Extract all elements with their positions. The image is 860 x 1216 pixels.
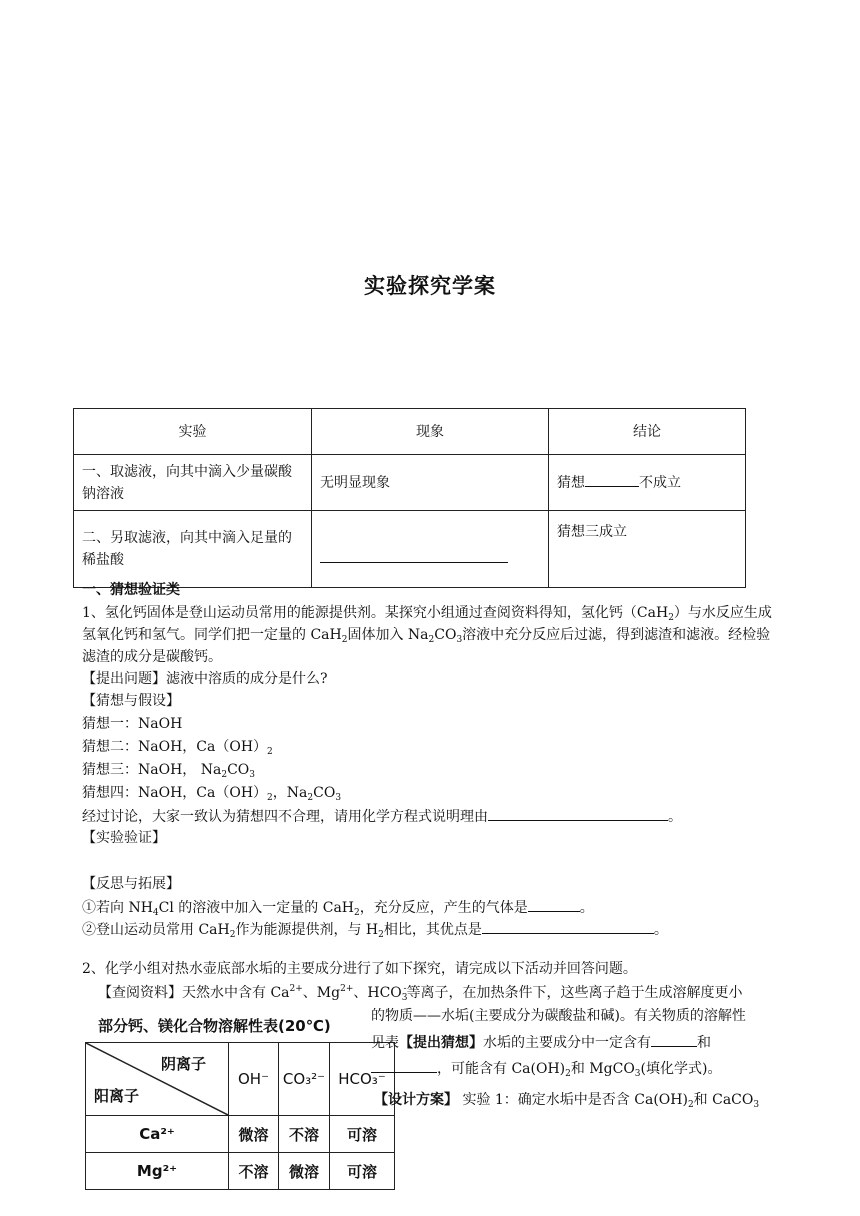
row1-conclusion <box>549 455 746 511</box>
table-header-row <box>74 409 746 455</box>
anion-co3: CO₃²⁻ <box>279 1043 330 1116</box>
r2-text-c: 相比，其优点是 <box>383 922 482 938</box>
row2-phenomenon <box>312 511 549 588</box>
answer-blank[interactable] <box>320 548 508 563</box>
info-text-d: 等离子，在加热条件下，这些离子趋于生成溶解度更小 <box>406 985 743 1001</box>
r2c: 水垢的主要成分中一定含有 <box>483 1035 651 1051</box>
row1-experiment: 一、取滤液，向其中滴入少量碳酸钠溶液 <box>74 455 312 511</box>
sol-cell: 可溶 <box>330 1153 395 1190</box>
right-text-line-2 <box>371 1032 711 1053</box>
cation-label: 阳离子 <box>94 1087 140 1105</box>
r1-text-b: Cl 的溶液中加入一定量的 CaH <box>158 900 355 916</box>
verify-title: 【实验验证】 <box>82 830 166 846</box>
diagonal-header-cell <box>86 1043 229 1116</box>
sol-cell: 可溶 <box>330 1116 395 1153</box>
h2-text: 猜想二：NaOH，Ca（OH） <box>82 739 268 755</box>
q1-text-d: CO <box>434 627 457 643</box>
table-row <box>74 455 746 511</box>
answer-blank[interactable] <box>651 1032 697 1047</box>
hypothesis-2: 猜想二：NaOH，$Ca(OH)_2$ <box>82 739 273 757</box>
hypothesis-1: 猜想一：NaOH <box>82 716 183 732</box>
row2-conclusion: 猜想三成立 <box>549 511 746 588</box>
hypothesis-3: 猜想三：NaOH， $Na_2CO_3$ <box>82 762 256 780</box>
answer-blank[interactable] <box>371 1058 437 1073</box>
row1-conclusion-pre: 猜想 <box>557 474 585 491</box>
design-label: 【设计方案】 <box>374 1092 458 1108</box>
r3c: (填化学式)。 <box>640 1061 722 1077</box>
r2b: 【提出猜想】 <box>399 1035 483 1051</box>
q1-text-b: ）与水反应生成氢氧化钙和氢气。同学们把一定量的 CaH <box>82 605 772 643</box>
hypothesis-title: 【猜想与假设】 <box>82 693 180 709</box>
page-title: 实验探究学案 <box>364 274 496 298</box>
solubility-table-title: 部分钙、镁化合物溶解性表(20℃) <box>98 1017 331 1035</box>
h4-text: 猜想四：NaOH，Ca（OH） <box>82 785 268 801</box>
q1-text-c: 固体加入 Na <box>347 627 429 643</box>
r2-text-a: ②登山运动员常用 CaH <box>82 922 230 938</box>
row1-phenomenon: 无明显现象 <box>312 455 549 511</box>
hypothesis-4: 猜想四：NaOH，$Ca(OH)_2$，$Na_2CO_3$ <box>82 785 342 803</box>
reflect-title: 【反思与拓展】 <box>82 876 180 892</box>
design-text-a: 实验 1：确定水垢中是否含 Ca(OH) <box>458 1092 688 1108</box>
h3-text-b: CO <box>227 762 250 778</box>
question-2-text: 2、化学小组对热水壶底部水垢的主要成分进行了如下探究，请完成以下活动并回答问题。 <box>82 961 637 977</box>
reflect-2: ②登山运动员常用 CaH$_2$作为能源提供剂，与 $H_2$相比，其优点是 。 <box>82 919 668 940</box>
cation-mg: Mg²⁺ <box>86 1153 229 1190</box>
header-conclusion: 结论 <box>549 409 746 455</box>
sol-cell: 不溶 <box>279 1116 330 1153</box>
sol-cell: 微溶 <box>229 1116 279 1153</box>
table-row <box>74 511 746 588</box>
h4-text-b: ，Na <box>272 785 308 801</box>
right-text-line-1: 的物质——水垢(主要成分为碳酸盐和碱)。有关物质的溶解性 <box>371 1008 746 1024</box>
answer-blank[interactable] <box>585 472 639 487</box>
header-experiment: 实验 <box>74 409 312 455</box>
discussion-line: 经过讨论，大家一致认为猜想四不合理，请用化学方程式说明理由 。 <box>82 806 682 827</box>
q1-text-a: 1、氢化钙固体是登山运动员常用的能源提供剂。某探究小组通过查阅资料得知，氢化钙（CaH <box>82 605 669 621</box>
sol-cell: 微溶 <box>279 1153 330 1190</box>
r1-text-c: ，充分反应，产生的气体是 <box>359 900 528 916</box>
info-label: 【查阅资料】 <box>98 985 182 1001</box>
section-heading: 一、猜想验证类 <box>82 582 180 598</box>
reflect-1: ①若向 $NH_4Cl$ 的溶液中加入一定量的 CaH$_2$，充分反应，产生的气体是 。 <box>82 897 594 918</box>
h3-text: 猜想三：NaOH， Na <box>82 762 222 778</box>
r2d: 和 <box>697 1035 711 1051</box>
design-line: 【设计方案】 实验 1：确定水垢中是否含 $Ca(OH)_2$和 CaCO$_3$ <box>374 1092 760 1110</box>
info-text-c: 、HCO <box>353 985 402 1001</box>
right-text-line-3: ，可能含有 $Ca(OH)_2$和 MgCO$_3$(填化学式)。 <box>371 1058 721 1079</box>
answer-blank[interactable] <box>488 806 668 821</box>
info-line: 【查阅资料】天然水中含有 $Ca^{2+}$、$Mg^{2+}$、$HCO_3^-$等离子，在加热条件下，这些离子趋于生成溶解度更小 <box>98 984 743 1003</box>
anion-oh: OH⁻ <box>229 1043 279 1116</box>
q1-text-e: 溶液中充分反应后过滤，得到滤渣和滤液。经检验滤渣的成分是碳酸钙。 <box>82 627 771 665</box>
answer-blank[interactable] <box>528 897 580 912</box>
r3b: 和 MgCO <box>570 1061 635 1077</box>
anion-label: 阴离子 <box>160 1055 206 1073</box>
table-row <box>86 1116 395 1153</box>
experiment-table <box>73 408 746 588</box>
question-prompt: 【提出问题】滤液中溶质的成分是什么? <box>82 671 328 687</box>
r1-text-a: ①若向 NH <box>82 900 153 916</box>
table-row <box>86 1153 395 1190</box>
question-1-text: 1、氢化钙固体是登山运动员常用的能源提供剂。某探究小组通过查阅资料得知，氢化钙（CaH$_2$）与水反应生成氢氧化钙和氢气。同学们把一定量的 CaH$_2$固体加入 $Na_2CO_3$溶液中充分反应后过滤，得到滤渣和滤液。经检验滤渣的成分是碳酸钙。 <box>82 605 772 665</box>
row1-conclusion-post: 不成立 <box>639 474 681 491</box>
r2a: 见表 <box>371 1035 399 1051</box>
r3a: ，可能含有 Ca(OH) <box>437 1061 566 1077</box>
answer-blank[interactable] <box>482 919 654 934</box>
info-text-a: 天然水中含有 Ca <box>182 985 290 1001</box>
r2-text-b: 作为能源提供剂，与 H <box>235 922 379 938</box>
design-text-b: 和 CaCO <box>693 1092 754 1108</box>
discuss-text: 经过讨论，大家一致认为猜想四不合理，请用化学方程式说明理由 <box>82 809 488 825</box>
solubility-table <box>85 1042 395 1190</box>
sol-header-row <box>86 1043 395 1116</box>
anion-hco3: HCO₃⁻ <box>330 1043 395 1116</box>
sol-cell: 不溶 <box>229 1153 279 1190</box>
cation-ca: Ca²⁺ <box>86 1116 229 1153</box>
h4-text-c: CO <box>313 785 336 801</box>
header-phenomenon: 现象 <box>312 409 549 455</box>
row2-experiment: 二、另取滤液，向其中滴入足量的稀盐酸 <box>74 511 312 588</box>
info-text-b: 、Mg <box>302 985 341 1001</box>
